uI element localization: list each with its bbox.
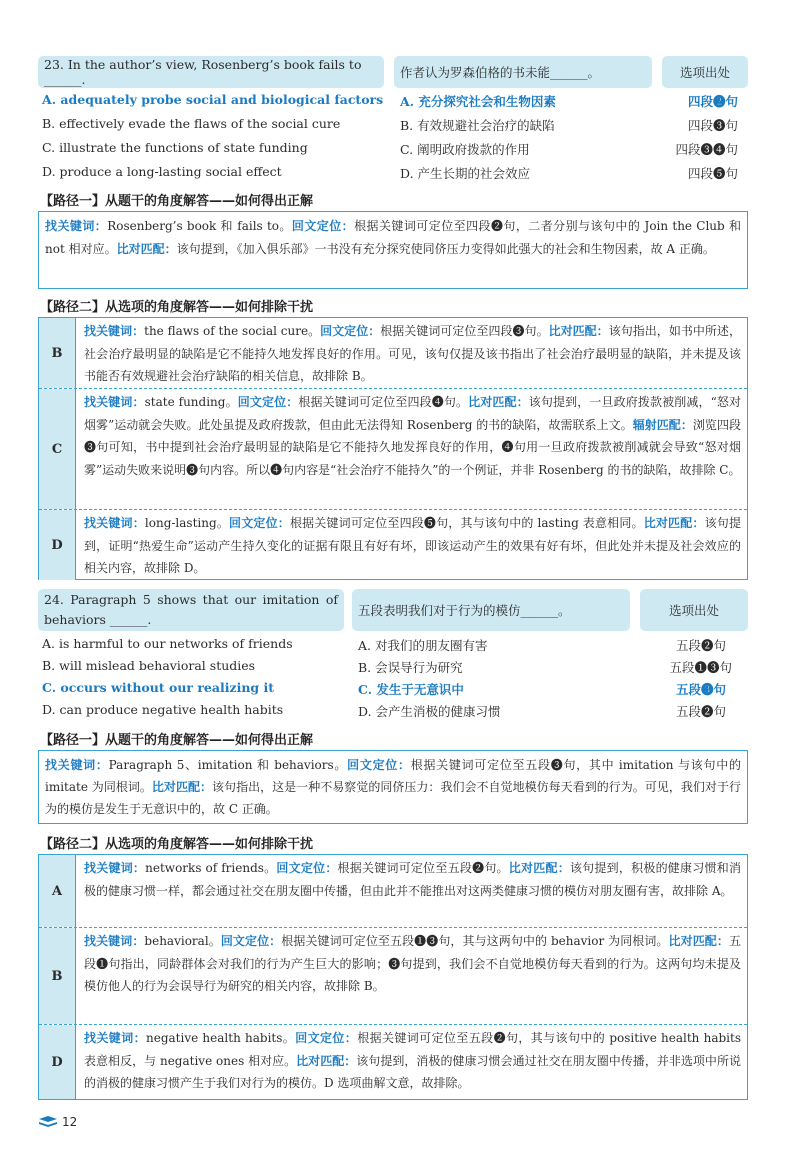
segment-text: 五段❶句指出，同龄群体会对我们的行为产生巨大的影响；❸句提到，我们会不自觉地模仿每天看到的行为。这两句均未提及模仿他人的行为会误导行为研究的相关内容，故排除 B。 [84,934,741,993]
segment-text: negative health habits。 [146,1031,296,1045]
q24-option-d-ref: 五段❷句 [675,704,726,719]
q23-option-b-en: B. effectively evade the flaws of the social cure [42,116,341,131]
match-label: 比对匹配： [296,1053,357,1068]
row-text [76,1025,747,1099]
q24-option-c-ref: 五段❸句 [675,682,726,697]
keyword-label: 找关键词： [84,934,145,948]
radiate-label: 辐射匹配： [632,417,693,432]
row-text [76,855,747,927]
locate-label: 回文定位： [220,934,282,948]
q23-route1-text [39,212,747,264]
q24-option-a-zh: A. 对我们的朋友圈有害 [358,638,488,653]
q23-option-a-zh: A. 充分探究社会和生物因素 [400,94,556,109]
segment-text: 该句提到，证明“热爱生命”运动产生持久变化的证据有限且有好有坏，即该运动产生的效果有好有坏，但此处并未提及社会效应的相关内容，故排除 D。 [84,516,741,575]
q24-option-c-en: C. occurs without our realizing it [42,680,275,695]
keyword-label: 找关键词： [84,324,145,338]
locate-label: 回文定位： [237,395,299,409]
locate-label: 回文定位： [291,219,355,233]
segment-text: Paragraph 5、imitation 和 behaviors。 [108,758,348,772]
q23-route2-table [38,317,748,580]
q24-option-b-zh: B. 会误导行为研究 [358,660,463,675]
locate-label: 回文定位： [320,324,381,338]
segment-text: state funding。 [144,395,238,409]
q23-route1-box [38,211,748,289]
locate-label: 回文定位： [276,861,338,875]
match-label: 比对匹配： [508,861,570,875]
page-footer [38,1115,77,1129]
q23-option-c-en: C. illustrate the functions of state funding [42,140,308,155]
q23-option-d-zh: D. 产生长期的社会效应 [400,166,531,181]
q23-route2-row-b [39,318,747,389]
q23-route1-title: 【路径一】从题干的角度解答——如何得出正解 [40,194,314,209]
locate-label: 回文定位： [347,758,411,772]
segment-text: 根据关键词可定位至四段❷句，二者分别与该句中的 Join the Club 和 not 相对应。 [45,219,741,256]
q24-option-a-ref: 五段❷句 [675,638,726,653]
match-label: 比对匹配： [548,324,609,338]
q24-ref-header: 选项出处 [640,589,748,631]
q24-route2-title: 【路径二】从选项的角度解答——如何排除干扰 [40,837,314,852]
page-number: 12 [62,1115,78,1129]
q24-route2-table [38,854,748,1100]
segment-text: 根据关键词可定位至五段❷句。 [337,861,509,875]
q23-stem-en: 23. In the author’s view, Rosenberg’s book fails to ______. [38,56,384,88]
q24-route2-row-d [39,1025,747,1099]
locate-label: 回文定位： [229,516,290,530]
q24-stem-en: 24. Paragraph 5 shows that our imitation of behaviors ______. [38,589,344,631]
keyword-label: 找关键词： [84,395,145,409]
match-label: 比对匹配： [643,516,705,530]
row-text [76,928,747,1024]
match-label: 比对匹配： [668,934,729,948]
segment-text: Rosenberg’s book 和 fails to。 [107,219,292,233]
q24-option-d-en: D. can produce negative health habits [42,702,284,717]
q24-route2-row-b [39,928,747,1025]
match-label: 比对匹配： [116,242,177,256]
q24-route1-box [38,750,748,824]
segment-text: 根据关键词可定位至五段❸句，其中 imitation 与该句中的 imitate 为同根词。 [45,758,741,794]
row-label: D [39,1025,76,1099]
q23-route2-row-d [39,510,747,580]
segment-text: 根据关键词可定位至四段❹句。 [298,395,469,409]
q24-route2-row-a [39,855,747,928]
segment-text: behavioral。 [144,934,221,948]
row-text [76,510,747,580]
row-label: C [39,389,76,509]
segment-text: 该句指出，如书中所述，社会治疗最明显的缺陷是它不能持久地发挥良好的作用。可见，该句仅提及该书指出了社会治疗最明显的缺陷，并未提及该书能否有效规避社会治疗缺陷的相关信息，故排除 B。 [84,324,741,383]
match-label: 比对匹配： [151,780,213,794]
segment-text: 该句提到，积极的健康习惯和消极的健康习惯一样，都会通过社交在朋友圈中传播，但由此并不能推出对这两类健康习惯的模仿对朋友圈有害，故排除 A。 [84,861,741,898]
segment-text: networks of friends。 [145,861,277,875]
segment-text: long-lasting。 [144,516,230,530]
q24-option-b-en: B. will mislead behavioral studies [42,658,256,673]
segment-text: 该句提到，《加入俱乐部》一书没有充分探究使同侪压力变得如此强大的社会和生物因素，故 A 正确。 [176,242,715,256]
segment-text: 根据关键词可定位至四段❺句，其与该句中的 lasting 表意相同。 [289,516,644,530]
segment-text: 该句指出，这是一种不易察觉的同侪压力：我们会不自觉地模仿每天看到的行为。可见，我们对于行为的模仿是发生于无意识中的，故 C 正确。 [45,780,741,816]
q23-option-d-ref: 四段❺句 [687,166,738,181]
row-label: B [39,318,76,388]
segment-text: 该句提到，一旦政府拨款被削减，“怒对烟雾”运动就会失败。此处虽提及政府拨款，但由此无法得知 Rosenberg 的书的缺陷，故需联系上文。 [84,395,741,432]
row-label: B [39,928,76,1024]
q24-option-a-en: A. is harmful to our networks of friends [42,636,293,651]
q24-stem-zh: 五段表明我们对于行为的模仿______。 [352,589,630,631]
segment-text: 根据关键词可定位至四段❸句。 [380,324,549,338]
q24-option-d-zh: D. 会产生消极的健康习惯 [358,704,501,719]
row-label: D [39,510,76,580]
row-text [76,389,747,509]
q23-option-b-zh: B. 有效规避社会治疗的缺陷 [400,118,555,133]
keyword-label: 找关键词： [84,861,146,875]
segment-text: 根据关键词可定位至五段❶❸句，其与这两句中的 behavior 为同根词。 [281,934,669,948]
locate-label: 回文定位： [295,1031,358,1045]
q24-option-b-ref: 五段❶❸句 [669,660,732,675]
keyword-label: 找关键词： [84,1031,146,1045]
q23-option-c-ref: 四段❸❹句 [675,142,738,157]
match-label: 比对匹配： [468,395,529,409]
row-label: A [39,855,76,927]
q23-option-b-ref: 四段❸句 [687,118,738,133]
keyword-label: 找关键词： [84,516,145,530]
q23-route2-row-c [39,389,747,510]
q23-option-a-en: A. adequately probe social and biological factors [42,92,384,107]
segment-text: 浏览四段❸句可知，书中提到社会治疗最明显的缺陷是它不能持久地发挥良好的作用，❹句用一旦政府拨款被削减就会导致“怒对烟雾”运动失败来说明❸句内容。所以❹句内容是“社会治疗不能持久”的一个例证，并非 Rosenberg 的书的缺陷，故排除 C。 [84,417,741,477]
segment-text: 该句提到，消极的健康习惯会通过社交在朋友圈中传播，并非选项中所说的消极的健康习惯产生于我们对行为的模仿。D 选项曲解文意，故排除。 [84,1053,741,1090]
segment-text: the flaws of the social cure。 [144,324,321,338]
q23-ref-header: 选项出处 [662,56,748,88]
q23-option-d-en: D. produce a long-lasting social effect [42,164,282,179]
q24-route1-title: 【路径一】从题干的角度解答——如何得出正解 [40,733,314,748]
keyword-label: 找关键词： [45,219,108,233]
q24-option-c-zh: C. 发生于无意识中 [358,682,464,697]
q24-route1-text [39,751,747,823]
keyword-label: 找关键词： [45,758,109,772]
row-text [76,318,747,388]
q23-option-c-zh: C. 阐明政府拨款的作用 [400,142,530,157]
q23-stem-zh: 作者认为罗森伯格的书未能______。 [394,56,652,88]
q23-option-a-ref: 四段❷句 [687,94,738,109]
q23-route2-title: 【路径二】从选项的角度解答——如何排除干扰 [40,300,314,315]
book-icon [38,1115,58,1129]
segment-text: 根据关键词可定位至五段❷句，其与该句中的 positive health habits 表意相反，与 negative ones 相对应。 [84,1031,741,1068]
